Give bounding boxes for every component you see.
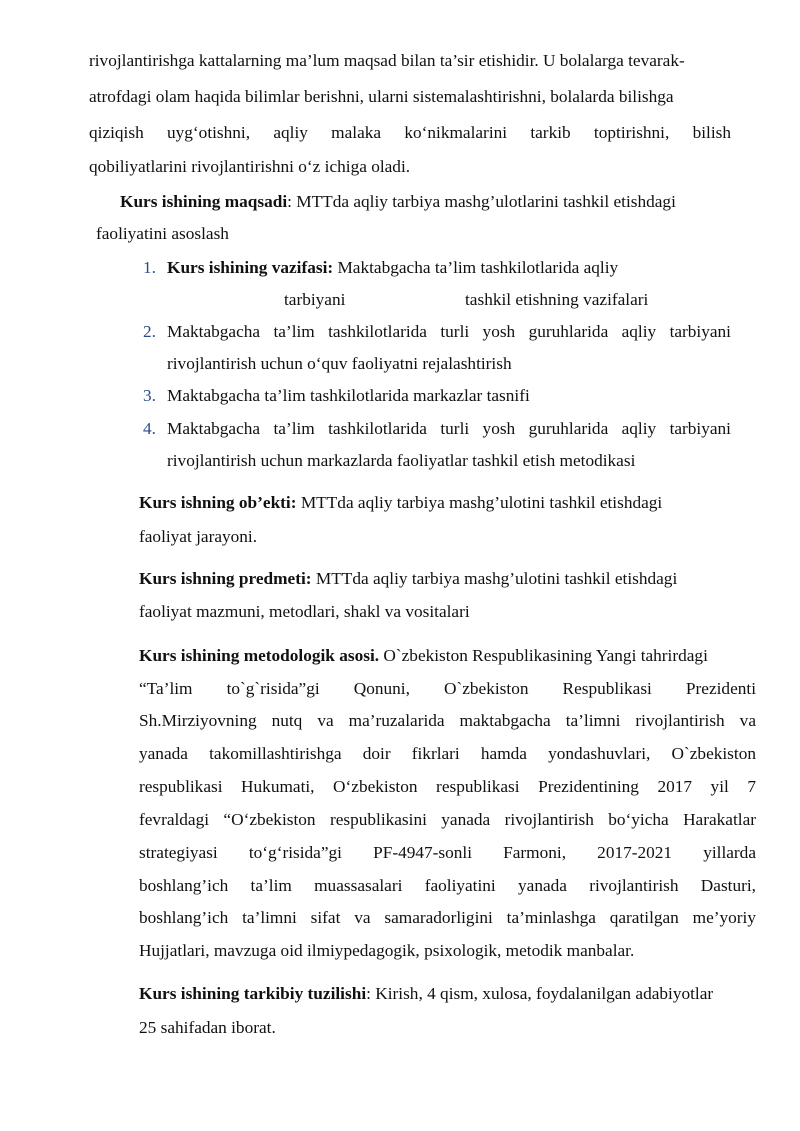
object-line-2: faoliyat jarayoni.: [139, 527, 258, 546]
intro-line-1: rivojlantirishga kattalarning ma’lum maqsad bilan ta’sir etishidir. U bolalarga tevarak-: [89, 51, 685, 70]
intro-line-2: atrofdagi olam haqida bilimlar berishni, ularni sistemalashtirishni, bolalarda bilishga: [89, 87, 674, 106]
methodology-line-7: strategiyasi to‘g‘risida”gi PF-4947-sonli Farmoni, 2017-2021 yillarda: [139, 843, 756, 862]
structure-line-1: [139, 983, 713, 1005]
list-item-2-line-2: rivojlantirish uchun o‘quv faoliyatni rejalashtirish: [167, 354, 512, 373]
object-line-1: [139, 492, 662, 514]
object-text: MTTda aqliy tarbiya mashg’ulotini tashkil etishdagi: [296, 493, 663, 512]
intro-line-4: qobiliyatlarini rivojlantirishni o‘z ichiga oladi.: [89, 157, 411, 176]
list-item-2-line-1: Maktabgacha ta’lim tashkilotlarida turli yosh guruhlarida aqliy tarbiyani: [167, 322, 731, 341]
subject-text: MTTda aqliy tarbiya mashg’ulotini tashkil etishdagi: [311, 569, 678, 588]
task-label: Kurs ishining vazifasi:: [167, 258, 334, 277]
methodology-line-10: Hujjatlari, mavzuga oid ilmiypedagogik, psixologik, metodik manbalar.: [139, 941, 635, 960]
structure-line-2: 25 sahifadan iborat.: [139, 1018, 276, 1037]
list-number-2: 2.: [143, 322, 156, 341]
methodology-line-4: yanada takomillashtirishga doir fikrlari hamda yondashuvlari, O`zbekiston: [139, 744, 756, 763]
list-item-1-line-2a: tarbiyani: [284, 290, 346, 309]
intro-line-3: qiziqish uyg‘otishni, aqliy malaka ko‘nikmalarini tarkib toptirishni, bilish: [89, 123, 731, 142]
subject-line-1: [139, 568, 677, 590]
subject-line-2: faoliyat mazmuni, metodlari, shakl va vositalari: [139, 602, 470, 621]
list-number-3: 3.: [143, 386, 156, 405]
list-item-4-line-1: Maktabgacha ta’lim tashkilotlarida turli yosh guruhlarida aqliy tarbiyani: [167, 419, 731, 438]
list-item-1-line-2b: tashkil etishning vazifalari: [465, 290, 649, 309]
list-number-4: 4.: [143, 419, 156, 438]
goal-line-1: [120, 191, 676, 213]
structure-label: Kurs ishining tarkibiy tuzilishi: [139, 984, 367, 1003]
methodology-line-9: boshlang’ich ta’limni sifat va samaradorligini ta’minlashga qaratilgan me’yoriy: [139, 908, 756, 927]
goal-line-2: faoliyatini asoslash: [96, 224, 229, 243]
list-item-4-line-2: rivojlantirish uchun markazlarda faoliyatlar tashkil etish metodikasi: [167, 451, 636, 470]
methodology-line-3: Sh.Mirziyovning nutq va ma’ruzalarida maktabgacha ta’limni rivojlantirish va: [139, 711, 756, 730]
list-item-1-line-1: [167, 257, 618, 279]
methodology-line-2: “Ta’lim to`g`risida”gi Qonuni, O`zbekiston Respublikasi Prezidenti: [139, 679, 756, 698]
methodology-text: O`zbekiston Respublikasining Yangi tahrirdagi: [379, 646, 708, 665]
list-number-1: 1.: [143, 258, 156, 277]
methodology-label: Kurs ishining metodologik asosi.: [139, 646, 380, 665]
methodology-line-6: fevraldagi “O‘zbekiston respublikasini yanada rivojlantirish bo‘yicha Harakatlar: [139, 810, 756, 829]
methodology-line-5: respublikasi Hukumati, O‘zbekiston respublikasi Prezidentining 2017 yil 7: [139, 777, 756, 796]
structure-text: : Kirish, 4 qism, xulosa, foydalanilgan adabiyotlar: [366, 984, 714, 1003]
list-item-3-line-1: Maktabgacha ta’lim tashkilotlarida markazlar tasnifi: [167, 386, 530, 405]
methodology-line-1: [139, 645, 708, 667]
list-item-1-text: Maktabgacha ta’lim tashkilotlarida aqliy: [333, 258, 619, 277]
object-label: Kurs ishning ob’ekti:: [139, 493, 297, 512]
goal-text: : MTTda aqliy tarbiya mashg’ulotlarini tashkil etishdagi: [287, 192, 676, 211]
subject-label: Kurs ishning predmeti:: [139, 569, 312, 588]
methodology-line-8: boshlang’ich ta’lim muassasalari faoliyatini yanada rivojlantirish Dasturi,: [139, 876, 756, 895]
goal-label: Kurs ishining maqsadi: [120, 192, 288, 211]
